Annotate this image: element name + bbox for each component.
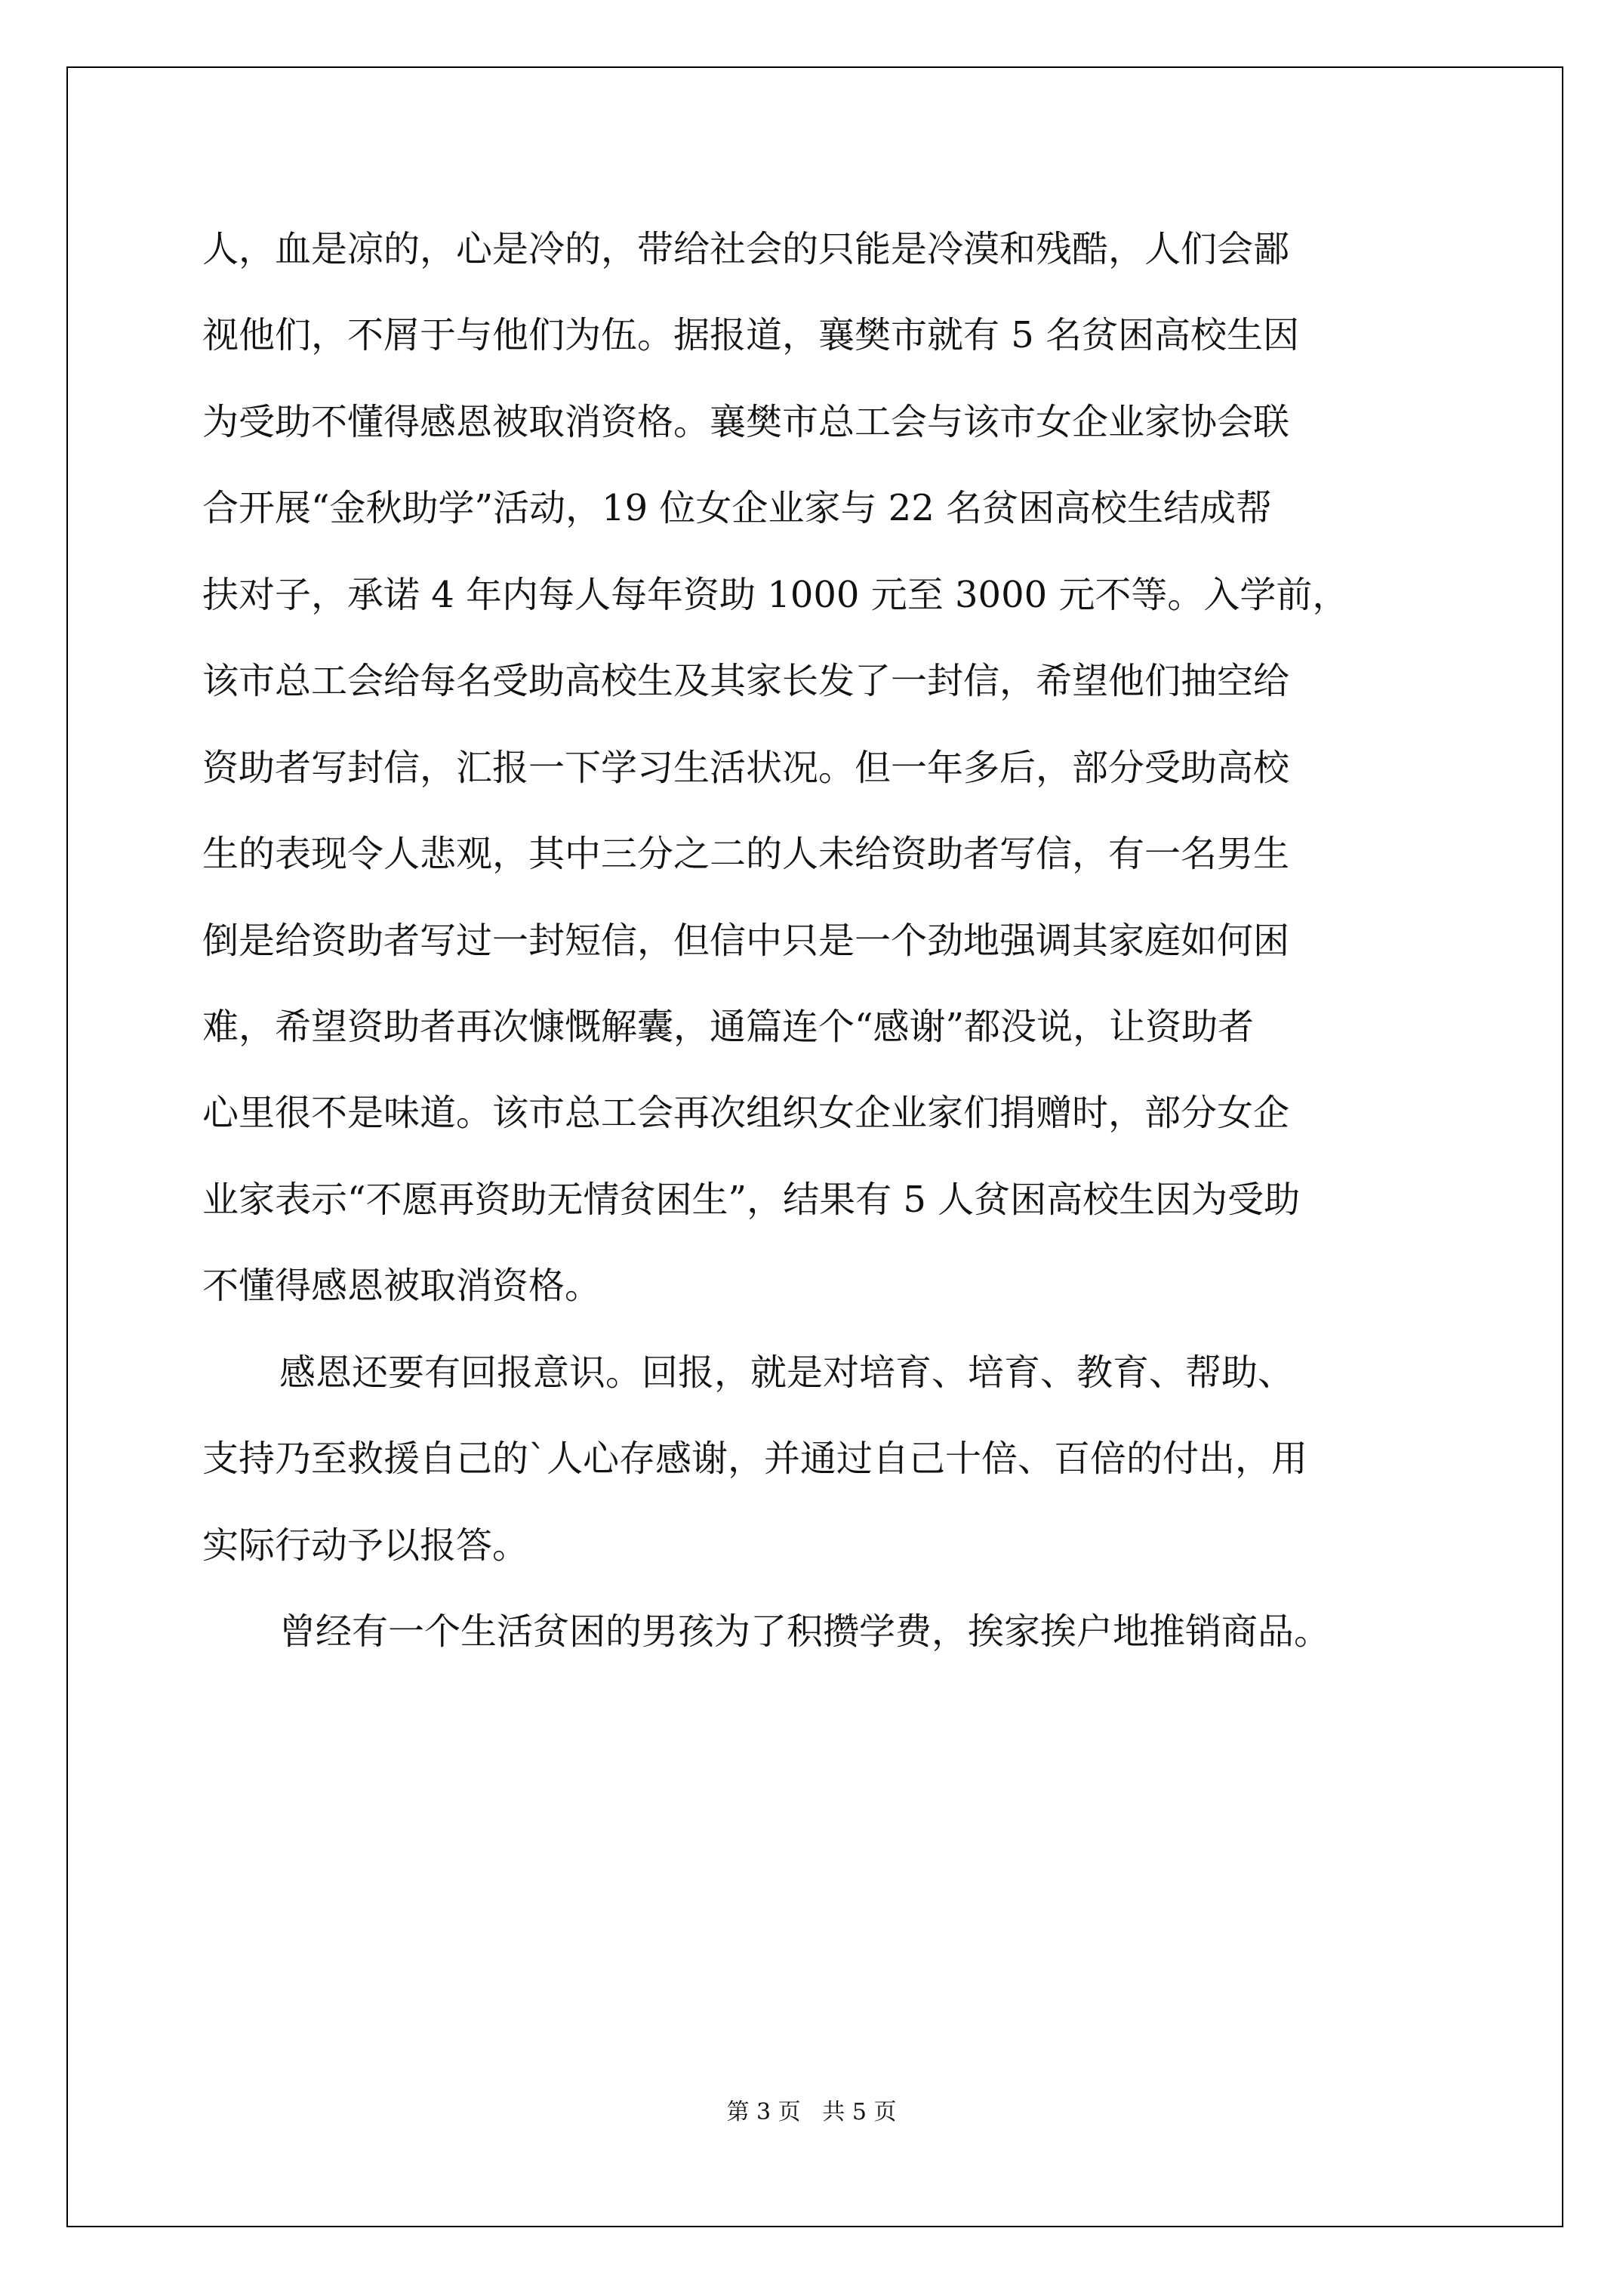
text-line: 业家表示“不愿再资助无情贫困生”，结果有 5 人贫困高校生因为受助 <box>202 1179 1301 1221</box>
text-line: 为受助不懂得感恩被取消资格。襄樊市总工会与该市女企业家协会联 <box>202 401 1290 443</box>
text-line: 心里很不是味道。该市总工会再次组织女企业家们捐赠时，部分女企 <box>202 1092 1290 1134</box>
page-number: 第 3 页 <box>726 2099 801 2125</box>
text-line: 视他们，不屑于与他们为伍。据报道，襄樊市就有 5 名贫困高校生因 <box>202 314 1300 356</box>
page-border <box>66 66 1563 2227</box>
text-line: 合开展“金秋助学”活动，19 位女企业家与 22 名贫困高校生结成帮 <box>202 487 1273 529</box>
paragraph-first-line: 感恩还要有回报意识。回报，就是对培育、培育、教育、帮助、 <box>279 1351 1295 1394</box>
text-line: 该市总工会给每名受助高校生及其家长发了一封信，希望他们抽空给 <box>202 660 1290 702</box>
page-total: 共 5 页 <box>822 2099 897 2125</box>
text-line: 支持乃至救援自己的`人心存感谢，并通过自己十倍、百倍的付出，用 <box>202 1438 1308 1480</box>
paragraph-first-line: 曾经有一个生活贫困的男孩为了积攒学费，挨家挨户地推销商品。 <box>279 1610 1331 1653</box>
text-line: 倒是给资助者写过一封短信，但信中只是一个劲地强调其家庭如何困 <box>202 920 1290 962</box>
page-footer <box>0 2097 1623 2128</box>
text-line: 生的表现令人悲观，其中三分之二的人未给资助者写信，有一名男生 <box>202 833 1290 875</box>
text-line: 扶对子，承诺 4 年内每人每年资助 1000 元至 3000 元不等。入学前， <box>202 574 1349 616</box>
text-line: 不懂得感恩被取消资格。 <box>202 1265 602 1307</box>
text-line: 难，希望资助者再次慷慨解囊，通篇连个“感谢”都没说，让资助者 <box>202 1006 1255 1048</box>
text-line: 实际行动予以报答。 <box>202 1524 529 1567</box>
text-line: 资助者写封信，汇报一下学习生活状况。但一年多后，部分受助高校 <box>202 747 1290 789</box>
text-line: 人，血是凉的，心是冷的，带给社会的只能是冷漠和残酷，人们会鄙 <box>202 228 1290 270</box>
